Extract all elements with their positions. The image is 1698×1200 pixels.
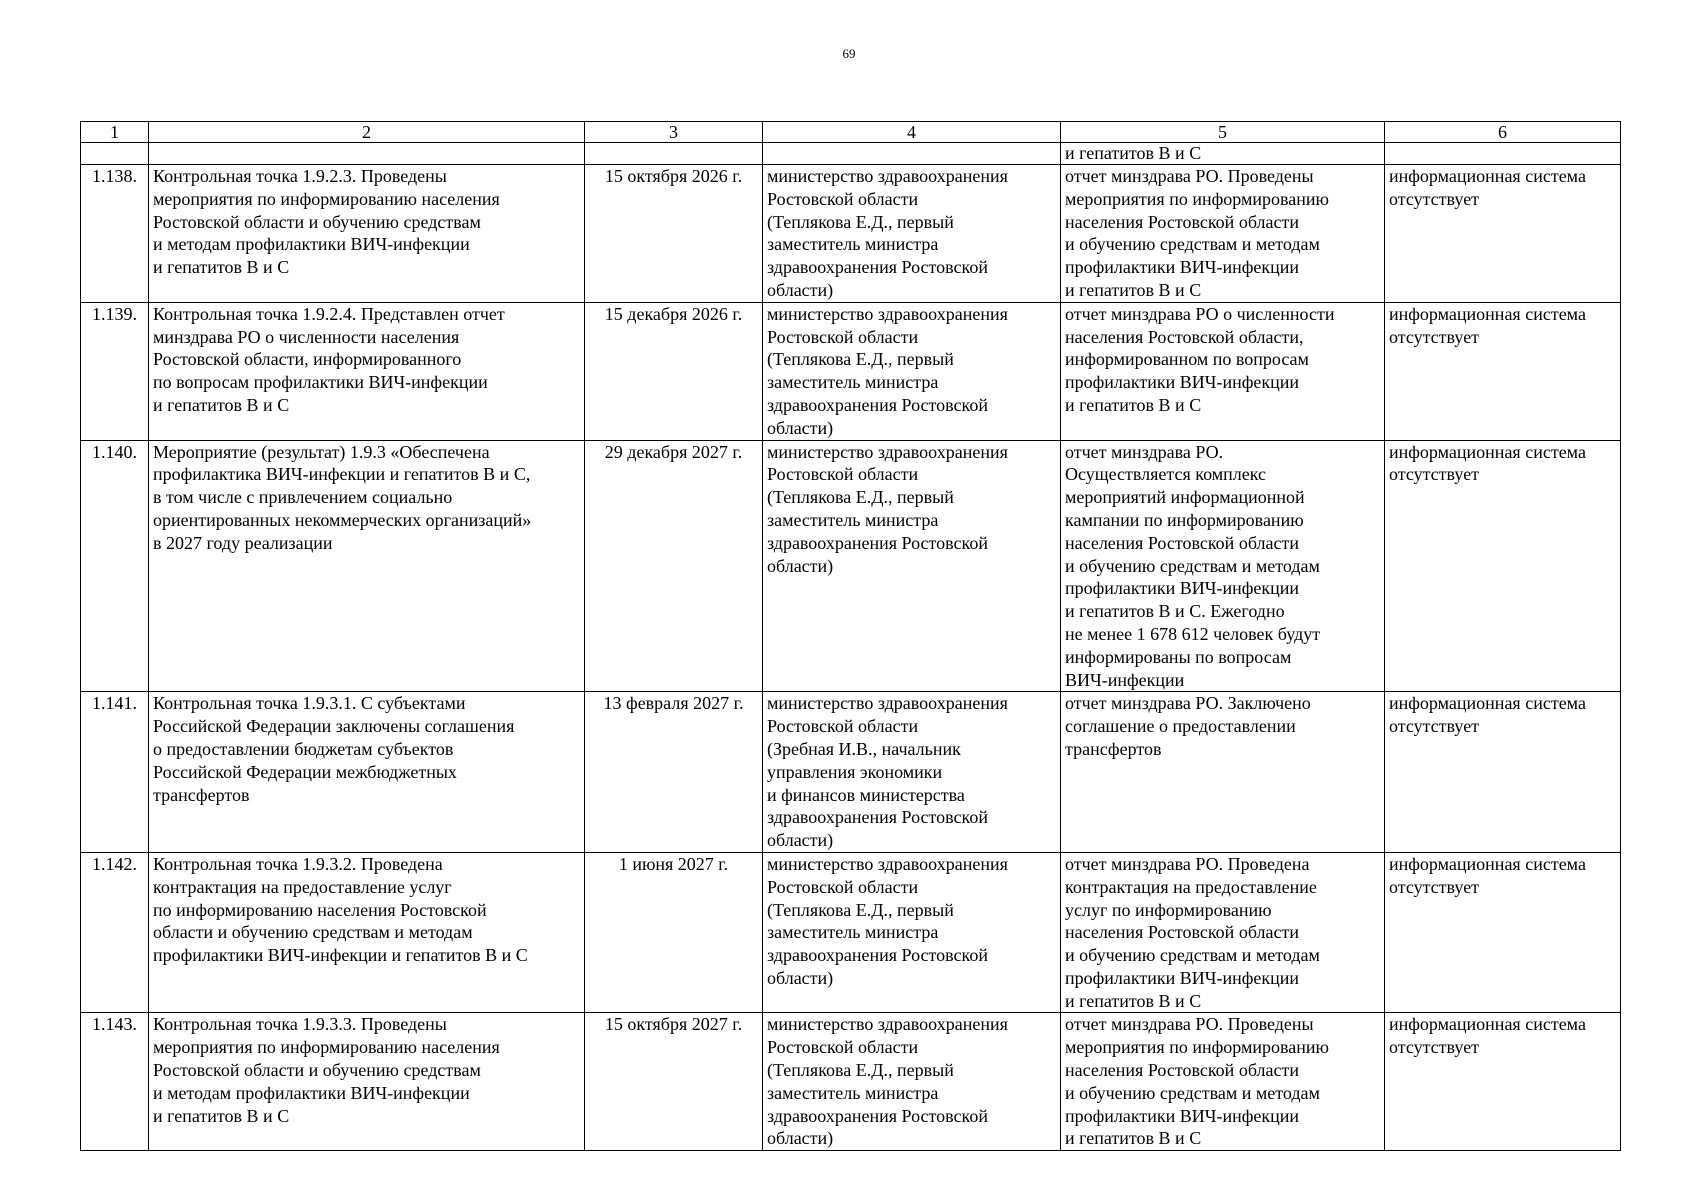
- row-number: 1.139.: [81, 302, 149, 440]
- row-deadline: 1 июня 2027 г.: [585, 852, 763, 1013]
- row-result: отчет минздрава РО. Осуществляется комплекс мероприятий информационной кампании по информированию населения Ростовской области и обучению средствам и методам профилактики ВИЧ-инфекции и гепатитов В и С. Ежегодно не менее 1 678 612 человек будут информированы по вопросам ВИЧ-инфекции: [1061, 440, 1385, 692]
- row-description: Контрольная точка 1.9.2.3. Проведены мероприятия по информированию населения Ростовской области и обучению средствам и методам профилактики ВИЧ-инфекции и гепатитов В и С: [149, 165, 585, 303]
- column-header-5: 5: [1061, 122, 1385, 143]
- row-description: Контрольная точка 1.9.2.4. Представлен отчет минздрава РО о численности населения Ростовской области, информированного по вопросам профилактики ВИЧ-инфекции и гепатитов В и С: [149, 302, 585, 440]
- row-deadline: 15 декабря 2026 г.: [585, 302, 763, 440]
- table-row: [81, 852, 1621, 1013]
- row-info-system: информационная система отсутствует: [1385, 852, 1621, 1013]
- row-number: 1.141.: [81, 692, 149, 853]
- continuation-cell-1: [81, 143, 149, 165]
- row-result: отчет минздрава РО. Проведена контрактация на предоставление услуг по информированию населения Ростовской области и обучению средствам и методам профилактики ВИЧ-инфекции и гепатитов В и С: [1061, 852, 1385, 1013]
- row-result: отчет минздрава РО о численности населения Ростовской области, информированном по вопросам профилактики ВИЧ-инфекции и гепатитов В и С: [1061, 302, 1385, 440]
- table-row: [81, 165, 1621, 303]
- page-number: 69: [842, 46, 856, 61]
- continuation-cell-3: [585, 143, 763, 165]
- row-responsible: министерство здравоохранения Ростовской области (Теплякова Е.Д., первый заместитель министра здравоохранения Ростовской области): [763, 1013, 1061, 1151]
- header-row: [81, 122, 1621, 143]
- row-number: 1.142.: [81, 852, 149, 1013]
- column-header-6: 6: [1385, 122, 1621, 143]
- row-description: Контрольная точка 1.9.3.2. Проведена контрактация на предоставление услуг по информированию населения Ростовской области и обучению средствам и методам профилактики ВИЧ-инфекции и гепатитов В и С: [149, 852, 585, 1013]
- row-result: отчет минздрава РО. Проведены мероприятия по информированию населения Ростовской области и обучению средствам и методам профилактики ВИЧ-инфекции и гепатитов В и С: [1061, 165, 1385, 303]
- table-row: [81, 692, 1621, 853]
- plan-table: [80, 121, 1621, 1151]
- row-description: Контрольная точка 1.9.3.3. Проведены мероприятия по информированию населения Ростовской области и обучению средствам и методам профилактики ВИЧ-инфекции и гепатитов В и С: [149, 1013, 585, 1151]
- continuation-cell-6: [1385, 143, 1621, 165]
- row-responsible: министерство здравоохранения Ростовской области (Теплякова Е.Д., первый заместитель министра здравоохранения Ростовской области): [763, 852, 1061, 1013]
- row-result: отчет минздрава РО. Проведены мероприятия по информированию населения Ростовской области и обучению средствам и методам профилактики ВИЧ-инфекции и гепатитов В и С: [1061, 1013, 1385, 1151]
- row-responsible: министерство здравоохранения Ростовской области (Теплякова Е.Д., первый заместитель министра здравоохранения Ростовской области): [763, 302, 1061, 440]
- column-header-4: 4: [763, 122, 1061, 143]
- continuation-cell-5: и гепатитов В и С: [1061, 143, 1385, 165]
- row-info-system: информационная система отсутствует: [1385, 302, 1621, 440]
- row-number: 1.143.: [81, 1013, 149, 1151]
- row-number: 1.138.: [81, 165, 149, 303]
- column-header-1: 1: [81, 122, 149, 143]
- table-row: [81, 1013, 1621, 1151]
- row-description: Контрольная точка 1.9.3.1. С субъектами Российской Федерации заключены соглашения о предоставлении бюджетам субъектов Российской Федерации межбюджетных трансфертов: [149, 692, 585, 853]
- row-number: 1.140.: [81, 440, 149, 692]
- column-header-3: 3: [585, 122, 763, 143]
- row-info-system: информационная система отсутствует: [1385, 165, 1621, 303]
- row-responsible: министерство здравоохранения Ростовской области (Теплякова Е.Д., первый заместитель министра здравоохранения Ростовской области): [763, 165, 1061, 303]
- row-deadline: 15 октября 2027 г.: [585, 1013, 763, 1151]
- row-description: Мероприятие (результат) 1.9.3 «Обеспечена профилактика ВИЧ-инфекции и гепатитов В и С, в том числе с привлечением социально ориентированных некоммерческих организаций» в 2027 году реализации: [149, 440, 585, 692]
- row-deadline: 15 октября 2026 г.: [585, 165, 763, 303]
- table-row: [81, 440, 1621, 692]
- row-deadline: 29 декабря 2027 г.: [585, 440, 763, 692]
- column-header-2: 2: [149, 122, 585, 143]
- continuation-cell-4: [763, 143, 1061, 165]
- continuation-row: [81, 143, 1621, 165]
- row-deadline: 13 февраля 2027 г.: [585, 692, 763, 853]
- row-info-system: информационная система отсутствует: [1385, 692, 1621, 853]
- row-responsible: министерство здравоохранения Ростовской области (Теплякова Е.Д., первый заместитель министра здравоохранения Ростовской области): [763, 440, 1061, 692]
- row-responsible: министерство здравоохранения Ростовской области (Зребная И.В., начальник управления экономики и финансов министерства здравоохранения Ростовской области): [763, 692, 1061, 853]
- table-row: [81, 302, 1621, 440]
- row-result: отчет минздрава РО. Заключено соглашение о предоставлении трансфертов: [1061, 692, 1385, 853]
- row-info-system: информационная система отсутствует: [1385, 1013, 1621, 1151]
- row-info-system: информационная система отсутствует: [1385, 440, 1621, 692]
- continuation-cell-2: [149, 143, 585, 165]
